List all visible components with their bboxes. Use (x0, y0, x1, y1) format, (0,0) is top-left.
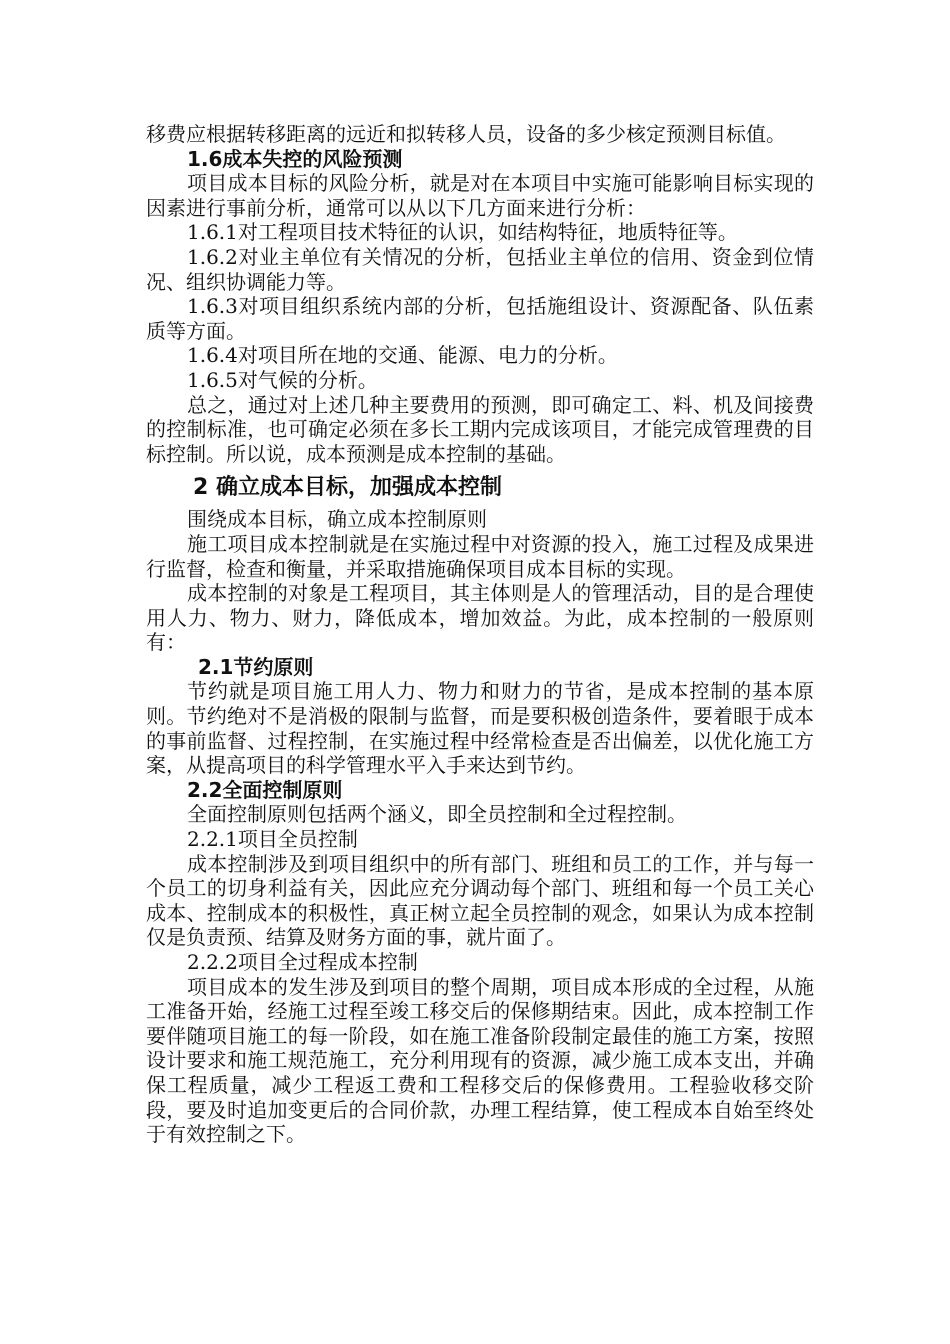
paragraph-control-object: 成本控制的对象是工程项目，其主体则是人的管理活动，目的是合理使用人力、物力、财力，降低成本，增加效益。为此，成本控制的一般原则有： (146, 581, 814, 655)
item-1-6-3: 1.6.3对项目组织系统内部的分析，包括施组设计、资源配备、队伍素质等方面。 (146, 294, 814, 343)
heading-2-2-1: 2.2.1项目全员控制 (187, 827, 358, 852)
paragraph-whole-process-control: 项目成本的发生涉及到项目的整个周期，项目成本形成的全过程，从施工准备开始，经施工过程至竣工移交后的保修期结束。因此，成本控制工作要伴随项目施工的每一阶段，如在施工准备阶段制定最佳的施工方案，按照设计要求和施工规范施工，充分利用现有的资源，减少施工成本支出，并确保工程质量，减少工程返工费和工程移交后的保修费用。工程验收移交阶段，要及时追加变更后的合同价款，办理工程结算，使工程成本自始至终处于有效控制之下。 (146, 974, 814, 1147)
paragraph-risk-analysis: 项目成本目标的风险分析，就是对在本项目中实施可能影响目标实现的因素进行事前分析，通常可以从以下几方面来进行分析： (146, 171, 814, 220)
paragraph-summary: 总之，通过对上述几种主要费用的预测，即可确定工、料、机及间接费的控制标准，也可确定必须在多长工期内完成该项目，才能完成管理费的目标控制。所以说，成本预测是成本控制的基础。 (146, 392, 814, 466)
paragraph-principles-intro: 围绕成本目标，确立成本控制原则 (187, 507, 487, 532)
item-1-6-1: 1.6.1对工程项目技术特征的认识，如结构特征，地质特征等。 (187, 220, 738, 245)
item-1-6-5: 1.6.5对气候的分析。 (187, 367, 378, 392)
item-1-6-4: 1.6.4对项目所在地的交通、能源、电力的分析。 (187, 343, 618, 368)
heading-2-2-2: 2.2.2项目全过程成本控制 (187, 950, 418, 974)
paragraph-transfer-cost: 移费应根据转移距离的远近和拟转移人员，设备的多少核定预测目标值。 (146, 122, 786, 146)
document-body (146, 122, 814, 1147)
paragraph-all-staff-control: 成本控制涉及到项目组织中的所有部门、班组和员工的工作，并与每一个员工的切身利益有关，因此应充分调动每个部门、班组和每一个员工关心成本、控制成本的积极性，真正树立起全员控制的观念，如果认为成本控制仅是负责预、结算及财务方面的事，就片面了。 (146, 851, 814, 950)
paragraph-cost-control-definition: 施工项目成本控制就是在实施过程中对资源的投入，施工过程及成果进行监督，检查和衡量，并采取措施确保项目成本目标的实现。 (146, 531, 814, 581)
item-1-6-2: 1.6.2对业主单位有关情况的分析，包括业主单位的信用、资金到位情况、组织协调能力等。 (146, 244, 814, 294)
heading-2: 2 确立成本目标，加强成本控制 (193, 475, 502, 501)
paragraph-full-control: 全面控制原则包括两个涵义，即全员控制和全过程控制。 (187, 802, 687, 827)
heading-2-1: 2.1节约原则 (198, 654, 314, 679)
paragraph-saving-principle: 节约就是项目施工用人力、物力和财力的节省，是成本控制的基本原则。节约绝对不是消极的限制与监督，而是要积极创造条件，要着眼于成本的事前监督、过程控制，在实施过程中经常检查是否出偏差，以优化施工方案，从提高项目的科学管理水平入手来达到节约。 (146, 679, 814, 778)
heading-2-2: 2.2全面控制原则 (187, 777, 343, 802)
heading-1-6: 1.6成本失控的风险预测 (187, 146, 403, 171)
